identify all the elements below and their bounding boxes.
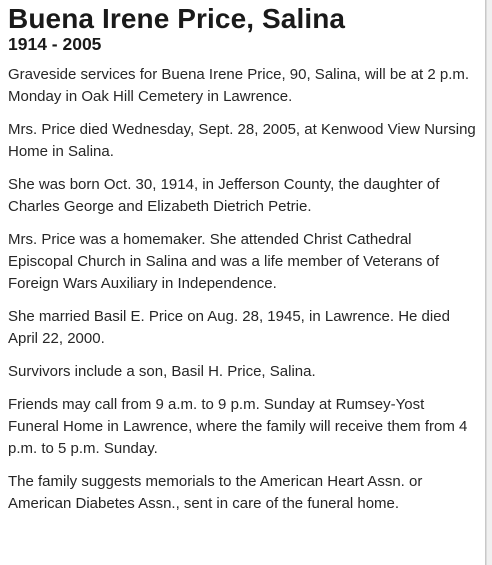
life-years: 1914 - 2005 xyxy=(8,34,102,54)
page-title: Buena Irene Price, Salina xyxy=(8,3,346,34)
paragraph-survivors: Survivors include a son, Basil H. Price, Salina. xyxy=(8,363,316,380)
paragraph-memorials: The family suggests memorials to the American Heart Assn. or American Diabetes Assn., sent in care of the funeral home. xyxy=(8,473,423,512)
paragraph-death: Mrs. Price died Wednesday, Sept. 28, 2005, at Kenwood View Nursing Home in Salina. xyxy=(8,121,476,160)
paragraph-life: Mrs. Price was a homemaker. She attended Christ Cathedral Episcopal Church in Salina and was a life member of Veterans of Foreign Wars Auxiliary in Independence. xyxy=(8,231,440,292)
paragraph-birth: She was born Oct. 30, 1914, in Jefferson County, the daughter of Charles George and Elizabeth Dietrich Petrie. xyxy=(8,176,440,215)
obituary-body xyxy=(0,54,485,515)
paragraph-visitation: Friends may call from 9 a.m. to 9 p.m. Sunday at Rumsey-Yost Funeral Home in Lawrence, where the family will receive them from 4 p.m. to 5 p.m. Sunday. xyxy=(8,396,468,457)
obituary-header xyxy=(0,0,485,54)
scrollbar[interactable] xyxy=(486,0,492,565)
paragraph-services: Graveside services for Buena Irene Price, 90, Salina, will be at 2 p.m. Monday in Oak Hill Cemetery in Lawrence. xyxy=(8,66,470,105)
paragraph-marriage: She married Basil E. Price on Aug. 28, 1945, in Lawrence. He died April 22, 2000. xyxy=(8,308,450,347)
